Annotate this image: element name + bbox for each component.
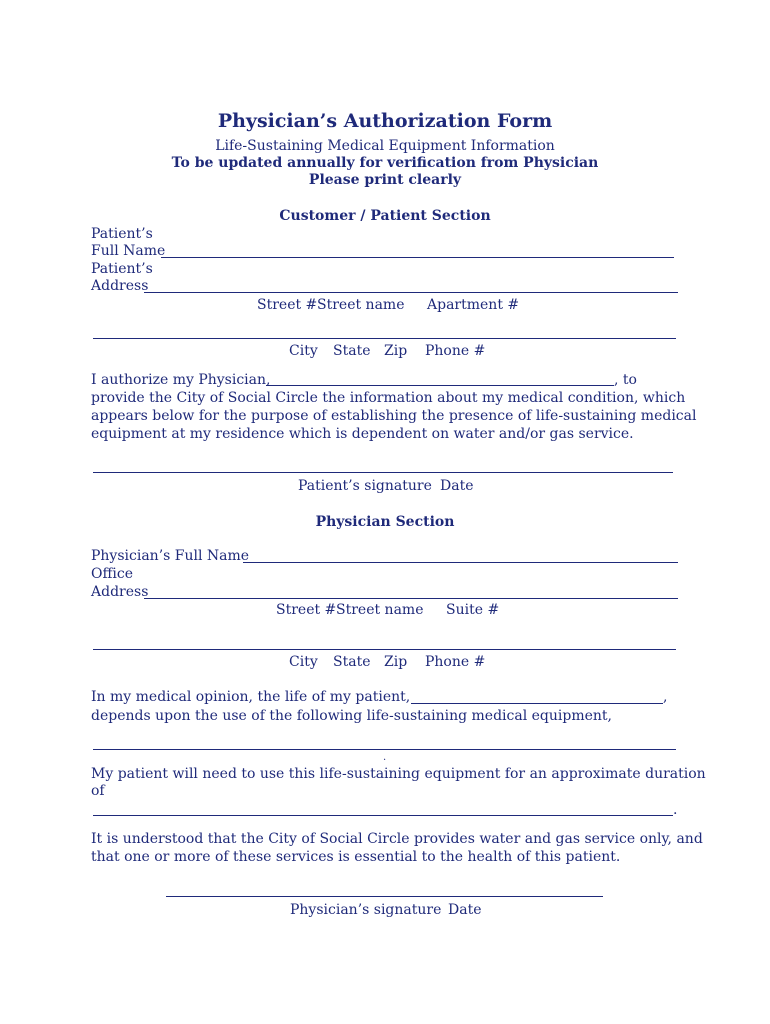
office-zip-caption: Zip	[384, 654, 408, 670]
opinion-line2: depends upon the use of the following life-sustaining medical equipment,	[91, 708, 613, 724]
authorize-line3: appears below for the purpose of establishing the presence of life-sustaining medical	[91, 408, 697, 424]
physician-signature-field[interactable]	[166, 896, 603, 897]
physician-name-authorize-field[interactable]	[266, 385, 614, 386]
office-suite-caption: Suite #	[446, 602, 500, 618]
patient-city-state-field[interactable]	[93, 338, 676, 339]
office-city-state-field[interactable]	[93, 649, 676, 650]
patient-full-name-field[interactable]	[161, 257, 674, 258]
patient-date-caption: Date	[440, 478, 474, 494]
office-address-label-line1: Office	[91, 566, 134, 582]
patient-full-name-label-line1: Patient’s	[91, 226, 153, 242]
authorize-line1-end: , to	[614, 372, 637, 388]
understood-line2: that one or more of these services is essential to the health of this patient.	[91, 849, 621, 865]
office-address-label-line2: Address	[91, 584, 149, 600]
physician-section-heading: Physician Section	[315, 514, 455, 530]
duration-line1: My patient will need to use this life-sustaining equipment for an approximate duration	[91, 766, 706, 782]
office-state-caption: State	[333, 654, 371, 670]
authorize-line2: provide the City of Social Circle the information about my medical condition, which	[91, 390, 686, 406]
patient-signature-field[interactable]	[93, 472, 673, 473]
patient-city-caption: City	[289, 343, 318, 359]
understood-line1: It is understood that the City of Social Circle provides water and gas service only, and	[91, 831, 703, 847]
physician-full-name-field[interactable]	[243, 562, 678, 563]
patient-phone-caption: Phone #	[425, 343, 486, 359]
patient-address-field[interactable]	[144, 292, 678, 293]
patient-name-opinion-field[interactable]	[411, 703, 663, 704]
opinion-line1-start: In my medical opinion, the life of my patient,	[91, 689, 411, 705]
opinion-line1-end: ,	[663, 689, 668, 705]
office-street-name-caption: Street name	[336, 602, 424, 618]
office-street-number-caption: Street #	[276, 602, 337, 618]
patient-address-label-line2: Address	[91, 278, 149, 294]
authorize-line1-start: I authorize my Physician,	[91, 372, 271, 388]
patient-apartment-caption: Apartment #	[427, 297, 520, 313]
form-subtitle: Life-Sustaining Medical Equipment Information	[215, 138, 555, 154]
office-address-field[interactable]	[144, 598, 678, 599]
equipment-field-dot: .	[383, 752, 387, 763]
annual-update-note: To be updated annually for verification from Physician	[171, 155, 599, 171]
patient-state-caption: State	[333, 343, 371, 359]
duration-field[interactable]	[93, 815, 673, 816]
patient-street-name-caption: Street name	[317, 297, 405, 313]
patient-full-name-label-line2: Full Name	[91, 243, 166, 259]
patient-street-number-caption: Street #	[257, 297, 318, 313]
physician-signature-caption: Physician’s signature	[290, 902, 442, 918]
patient-zip-caption: Zip	[384, 343, 408, 359]
print-clearly-note: Please print clearly	[308, 172, 462, 188]
equipment-field[interactable]	[93, 749, 676, 750]
office-city-caption: City	[289, 654, 318, 670]
duration-line2: of	[91, 783, 105, 799]
duration-end-period: .	[673, 802, 678, 818]
office-phone-caption: Phone #	[425, 654, 486, 670]
physician-date-caption: Date	[448, 902, 482, 918]
patient-address-label-line1: Patient’s	[91, 261, 153, 277]
form-title: Physician’s Authorization Form	[217, 110, 553, 132]
physician-full-name-label: Physician’s Full Name	[91, 548, 250, 564]
patient-signature-caption: Patient’s signature	[298, 478, 432, 494]
patient-section-heading: Customer / Patient Section	[279, 208, 491, 224]
authorize-line4: equipment at my residence which is dependent on water and/or gas service.	[91, 426, 634, 442]
